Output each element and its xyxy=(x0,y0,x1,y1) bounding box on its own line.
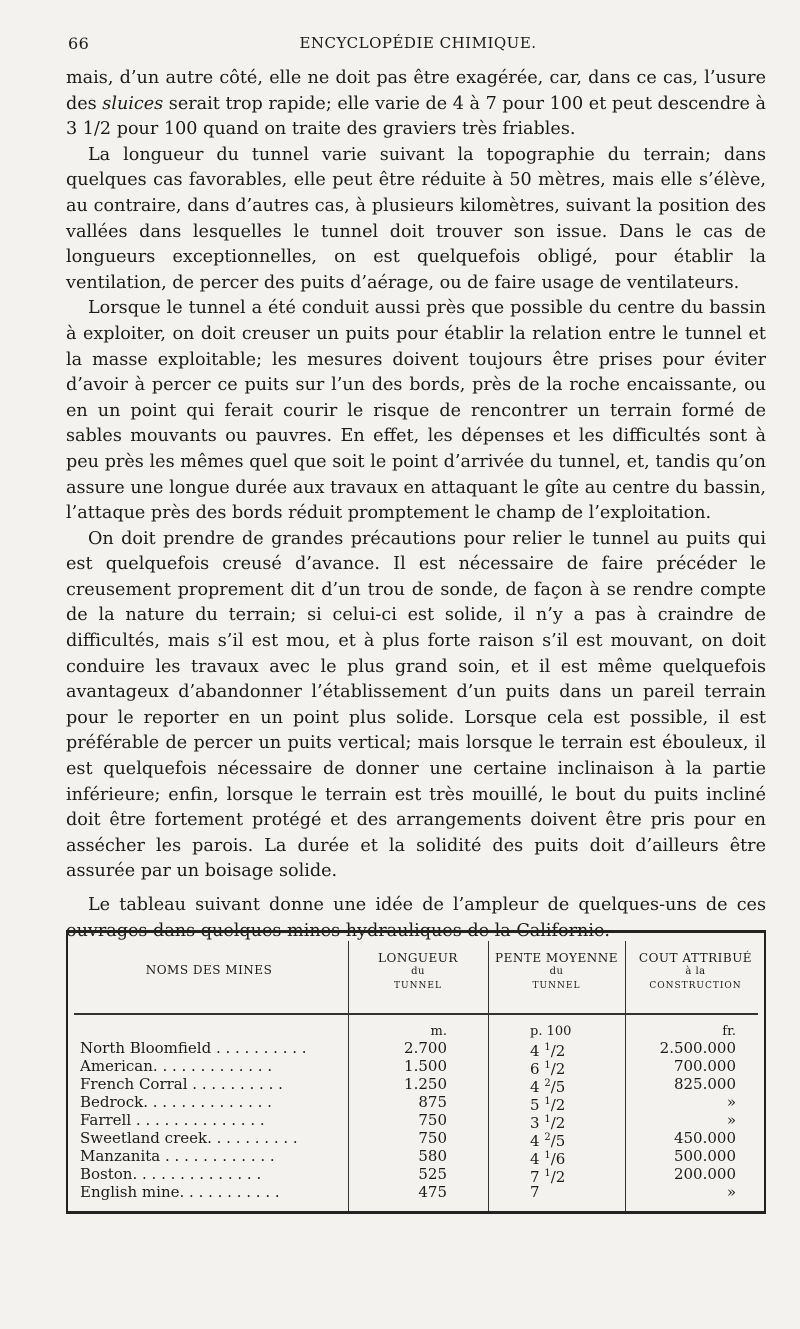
paragraph-4: On doit prendre de grandes précautions pour relier le tunnel au puits qui est quelquefois creusé d’avance. Il est nécessaire de faire précéder le creusement proprement dit d’un trou de sonde, de façon à se rendre compte de la nature du terrain; si celui-ci est solide, il n’y a pas à craindre de difficultés, mais s’il est mou, et à plus forte raison s’il est mouvant, on doit conduire les travaux avec le plus grand soin, et il est même quelquefois avantageux d’abandonner l’établissement d’un puits dans un pareil terrain pour le reporter en un point plus solide. Lorsque cela est possible, il est préférable de percer un puits vertical; mais lorsque le terrain est ébouleux, il est quelquefois nécessaire de donner une certaine inclinaison à la partie inférieure; enfin, lorsque le terrain est très mouillé, le bout du puits incliné doit être fortement protégé et des arrangements doivent être pris pour en assécher les parois. La durée et la solidité des puits doit d’ailleurs être assurée par un boisage solide. xyxy=(66,528,766,882)
mine-name: Farrell . . . . . . . . . . . . . . xyxy=(80,1111,265,1129)
slope-whole: 4 xyxy=(530,1042,540,1060)
italic-term-sluices: sluices xyxy=(102,93,164,114)
mine-name: North Bloomfield . . . . . . . . . . xyxy=(80,1039,307,1057)
header-slope xyxy=(490,951,623,993)
mine-name: Boston. . . . . . . . . . . . . . xyxy=(80,1165,262,1183)
tunnel-slope: 5 $^1$/2 xyxy=(530,1096,566,1114)
paragraph-1-end: serait trop rapide; elle varie de 4 à 7 pour 100 et peut descendre à 3 1/2 pour 100 quand on traite des graviers très friables. xyxy=(66,93,766,140)
tunnel-slope: 4 $^1$/6 xyxy=(530,1150,566,1168)
slope-whole: 4 xyxy=(530,1078,540,1096)
header-cost xyxy=(627,951,764,993)
construction-cost: » xyxy=(726,1093,736,1111)
mine-name: American. . . . . . . . . . . . . xyxy=(80,1057,273,1075)
tunnel-slope: 4 $^1$/2 xyxy=(530,1042,566,1060)
slope-numerator: 2 xyxy=(544,1078,551,1089)
construction-cost: 200.000 xyxy=(673,1165,736,1183)
paragraph-1-start: mais, d’un autre côté, elle ne doit pas être exagérée, car, dans ce cas, l’usure des xyxy=(66,68,766,114)
tunnel-length: 875 xyxy=(418,1093,447,1111)
tunnel-length: 1.500 xyxy=(404,1057,447,1075)
header-rule xyxy=(74,1013,758,1015)
tunnel-length: 580 xyxy=(418,1147,447,1165)
slope-denominator: 2 xyxy=(555,1114,566,1132)
slope-numerator: 1 xyxy=(544,1150,551,1161)
tunnel-length: 1.250 xyxy=(404,1075,447,1093)
header-length xyxy=(350,951,486,993)
slope-denominator: 5 xyxy=(555,1078,566,1096)
tunnel-length: 2.700 xyxy=(404,1039,447,1057)
slope-whole: 3 xyxy=(530,1114,540,1132)
mine-name: French Corral . . . . . . . . . . xyxy=(80,1075,283,1093)
header-cost-line3: CONSTRUCTION xyxy=(649,981,742,991)
header-slope-line1: PENTE MOYENNE xyxy=(495,951,618,965)
slope-whole: 5 xyxy=(530,1096,540,1114)
unit-length: m. xyxy=(430,1024,447,1039)
table-row xyxy=(68,1129,764,1150)
tunnel-slope: 3 $^1$/2 xyxy=(530,1114,566,1132)
header-length-line3: TUNNEL xyxy=(394,981,442,991)
slope-numerator: 1 xyxy=(544,1168,551,1179)
mines-table xyxy=(66,930,766,1214)
tunnel-slope: 6 $^1$/2 xyxy=(530,1060,566,1078)
table-row xyxy=(68,1183,764,1201)
table-row xyxy=(68,1147,764,1168)
paragraph-3: Lorsque le tunnel a été conduit aussi près que possible du centre du bassin à exploiter, on doit creuser un puits pour établir la relation entre le tunnel et la masse exploitable; les mesures doivent toujours être prises pour éviter d’avoir à percer ce puits sur l’un des bords, près de la roche encaissante, ou en un point qui ferait courir le risque de rencontrer un terrain formé de sables mouvants ou pauvres. En effet, les dépenses et les difficultés sont à peu près les mêmes quel que soit le point d’arrivée du tunnel, et, tandis qu’on assure une longue durée aux travaux en attaquant le gîte au centre du bassin, l’attaque près des bords réduit promptement le champ de l’exploitation. xyxy=(66,298,766,524)
slope-denominator: 2 xyxy=(555,1168,566,1186)
slope-numerator: 1 xyxy=(544,1060,551,1071)
table-row xyxy=(68,1093,764,1114)
header-slope-line2: du xyxy=(549,966,564,977)
slope-denominator: 2 xyxy=(555,1096,566,1114)
slope-numerator: 1 xyxy=(544,1042,551,1053)
slope-numerator: 2 xyxy=(544,1132,551,1143)
header-name: NOMS DES MINES xyxy=(145,963,273,977)
slope-whole: 4 xyxy=(530,1132,540,1150)
unit-cost: fr. xyxy=(722,1024,736,1039)
construction-cost: 2.500.000 xyxy=(659,1039,736,1057)
header-length-line1: LONGUEUR xyxy=(378,951,458,965)
table-row xyxy=(68,1075,764,1096)
header-slope-line3: TUNNEL xyxy=(532,981,581,991)
paragraph-1 xyxy=(66,66,766,143)
table-row xyxy=(68,1039,764,1060)
construction-cost: 500.000 xyxy=(673,1147,736,1165)
construction-cost: 450.000 xyxy=(673,1129,736,1147)
tunnel-length: 750 xyxy=(418,1111,447,1129)
body-text xyxy=(66,66,766,944)
unit-slope: p. 100 xyxy=(530,1024,572,1039)
header-cost-line2: à la xyxy=(685,966,706,977)
slope-denominator: 2 xyxy=(555,1042,566,1060)
slope-numerator: 1 xyxy=(544,1114,551,1125)
paragraph-5: Le tableau suivant donne une idée de l’ampleur de quelques-uns de ces ouvrages dans quelques mines hydrauliques de la Californie. xyxy=(66,895,766,941)
slope-denominator: 5 xyxy=(555,1132,566,1150)
running-title: ENCYCLOPÉDIE CHIMIQUE. xyxy=(299,34,537,52)
slope-whole: 4 xyxy=(530,1150,540,1168)
mine-name: Sweetland creek. . . . . . . . . . xyxy=(80,1129,298,1147)
tunnel-length: 750 xyxy=(418,1129,447,1147)
table-row xyxy=(68,1057,764,1078)
paragraph-2: La longueur du tunnel varie suivant la topographie du terrain; dans quelques cas favorables, elle peut être réduite à 50 mètres, mais elle s’élève, au contraire, dans d’autres cas, à plusieurs kilomètres, suivant la position des vallées dans lesquelles le tunnel doit trouver son issue. Dans le cas de longueurs exceptionnelles, on est quelquefois obligé, pour établir la ventilation, de percer des puits d’aérage, ou de faire usage de ventilateurs. xyxy=(66,144,766,293)
header-length-line2: du xyxy=(411,966,425,977)
tunnel-slope xyxy=(530,1183,590,1201)
table-body xyxy=(68,1039,764,1201)
tunnel-slope: 4 $^2$/5 xyxy=(530,1078,566,1096)
tunnel-slope: 4 $^2$/5 xyxy=(530,1132,566,1150)
slope-denominator: 6 xyxy=(555,1150,566,1168)
slope-whole: 7 xyxy=(530,1183,540,1201)
tunnel-length: 525 xyxy=(418,1165,447,1183)
construction-cost: 825.000 xyxy=(673,1075,736,1093)
header-cost-line1: COUT ATTRIBUÉ xyxy=(638,951,753,965)
units-row xyxy=(68,1025,764,1039)
page-header xyxy=(68,34,768,58)
table-row xyxy=(68,1111,764,1132)
construction-cost: » xyxy=(726,1183,736,1201)
tunnel-slope: 7 $^1$/2 xyxy=(530,1168,566,1186)
construction-cost: 700.000 xyxy=(673,1057,736,1075)
slope-whole: 7 xyxy=(530,1168,540,1186)
slope-whole: 6 xyxy=(530,1060,540,1078)
mine-name: Bedrock. . . . . . . . . . . . . . xyxy=(80,1093,272,1111)
slope-numerator: 1 xyxy=(544,1096,551,1107)
mine-name: Manzanita . . . . . . . . . . . . xyxy=(80,1147,275,1165)
page-number: 66 xyxy=(68,34,90,53)
slope-denominator: 2 xyxy=(555,1060,566,1078)
tunnel-length: 475 xyxy=(418,1183,447,1201)
table-row xyxy=(68,1165,764,1186)
mine-name: English mine. . . . . . . . . . . xyxy=(80,1183,280,1201)
construction-cost: » xyxy=(726,1111,736,1129)
